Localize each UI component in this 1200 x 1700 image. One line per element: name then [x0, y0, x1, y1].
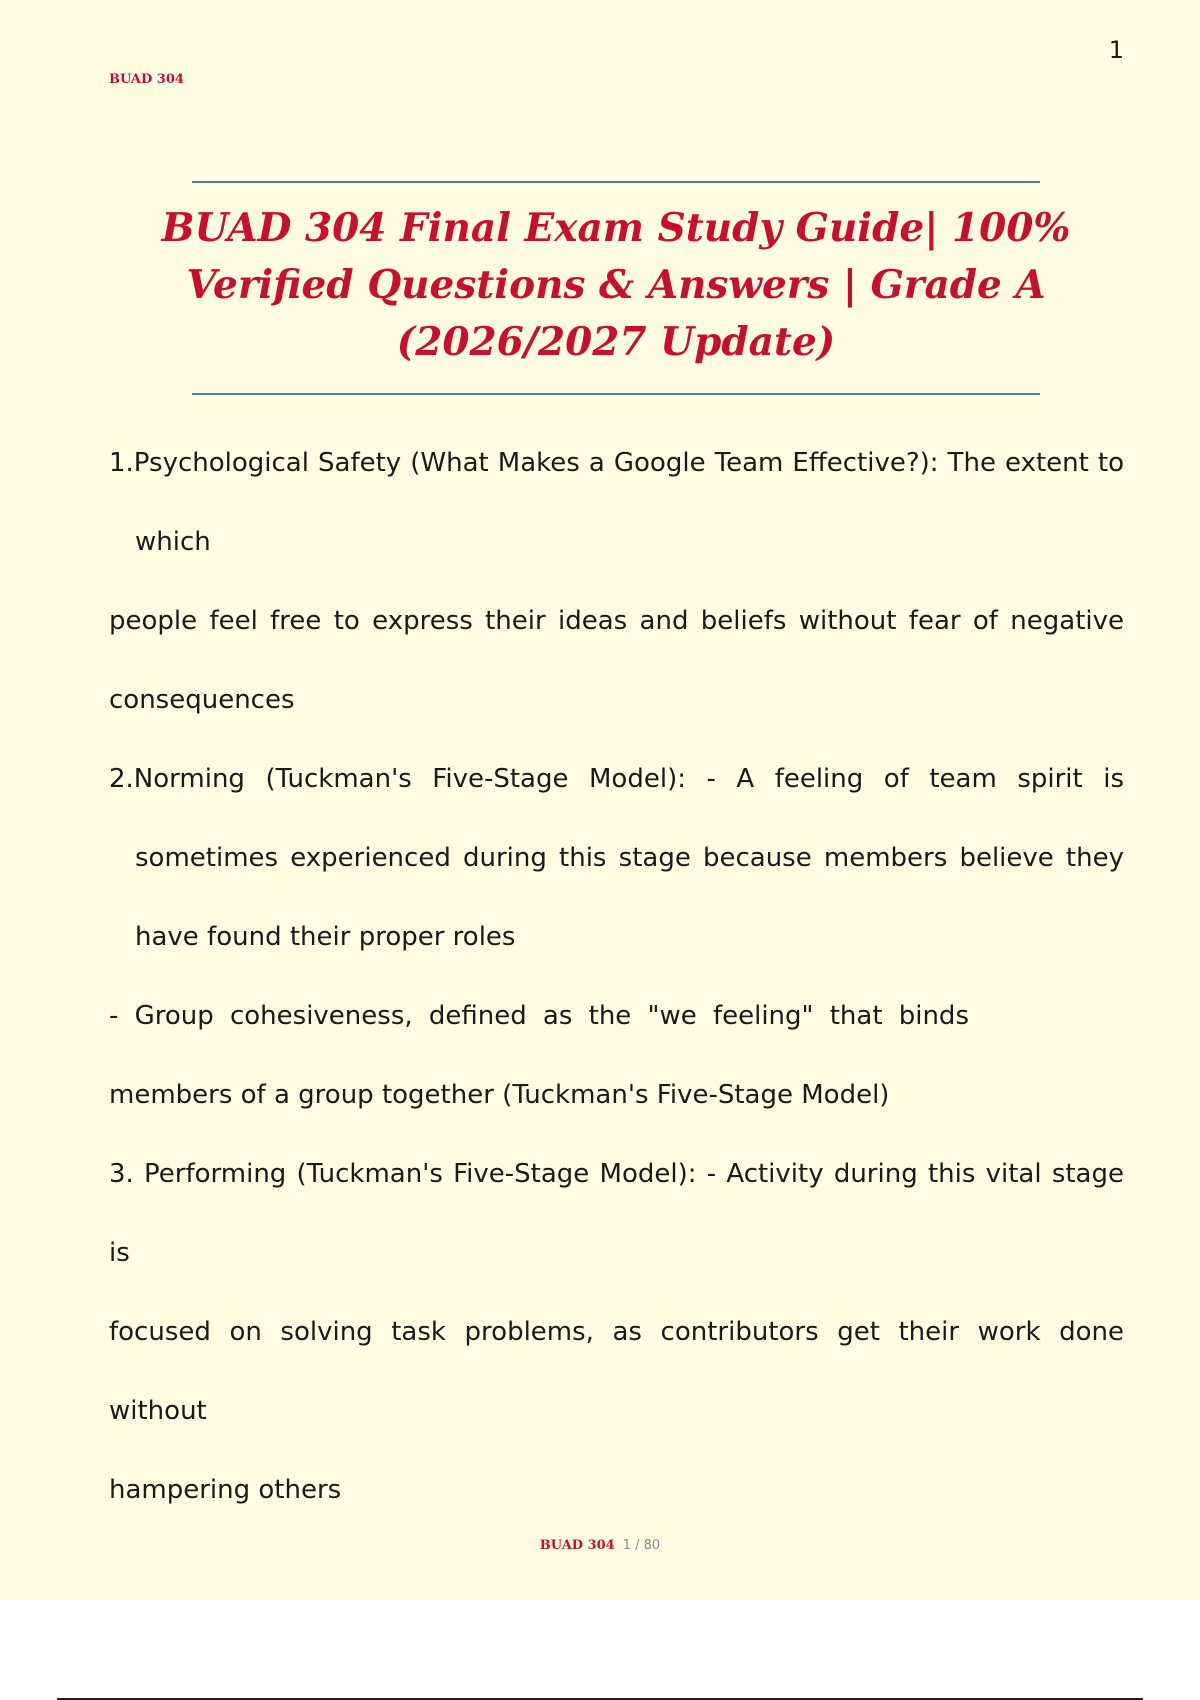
footer-course-label: BUAD 304 [539, 1538, 615, 1553]
question-1-line-2: which [135, 527, 211, 557]
title-rule-bottom [192, 393, 1040, 395]
title-rule-top [192, 181, 1040, 183]
study-guide-content [109, 424, 1124, 1530]
question-2-line-1: 2.Norming (Tuckman's Five-Stage Model): - A feeling of team spirit is [109, 764, 1124, 794]
question-1-line-1: 1.Psychological Safety (What Makes a Google Team Effective?): The extent to [109, 448, 1124, 478]
question-2 [109, 740, 1124, 1135]
question-1-line-3: people feel free to express their ideas and beliefs without fear of negative [109, 606, 1124, 636]
title-line-1: BUAD 304 Final Exam Study Guide| 100% [161, 205, 1071, 251]
title-line-2: Verified Questions & Answers | Grade A [186, 262, 1046, 308]
question-2-line-2: sometimes experienced during this stage because members believe they [135, 843, 1124, 873]
title-line-3: (2026/2027 Update) [396, 319, 836, 365]
question-3-line-1: 3. Performing (Tuckman's Five-Stage Model): - Activity during this vital stage is [109, 1159, 1124, 1268]
page-number: 1 [1108, 36, 1124, 64]
question-2-line-5: members of a group together (Tuckman's Five-Stage Model) [109, 1080, 890, 1110]
question-3-line-3: hampering others [109, 1475, 342, 1505]
question-2-line-4: - Group cohesiveness, defined as the "we feeling" that binds [109, 1001, 969, 1031]
question-1 [109, 424, 1124, 740]
question-2-line-3: have found their proper roles [135, 922, 516, 952]
question-1-line-4: consequences [109, 685, 295, 715]
question-3-line-2: focused on solving task problems, as contributors get their work done without [109, 1317, 1124, 1426]
header-course-label: BUAD 304 [109, 72, 184, 87]
page-footer [0, 1538, 1200, 1553]
document-title [150, 200, 1082, 371]
footer-page-indicator: 1 / 80 [622, 1538, 661, 1553]
question-3 [109, 1135, 1124, 1530]
